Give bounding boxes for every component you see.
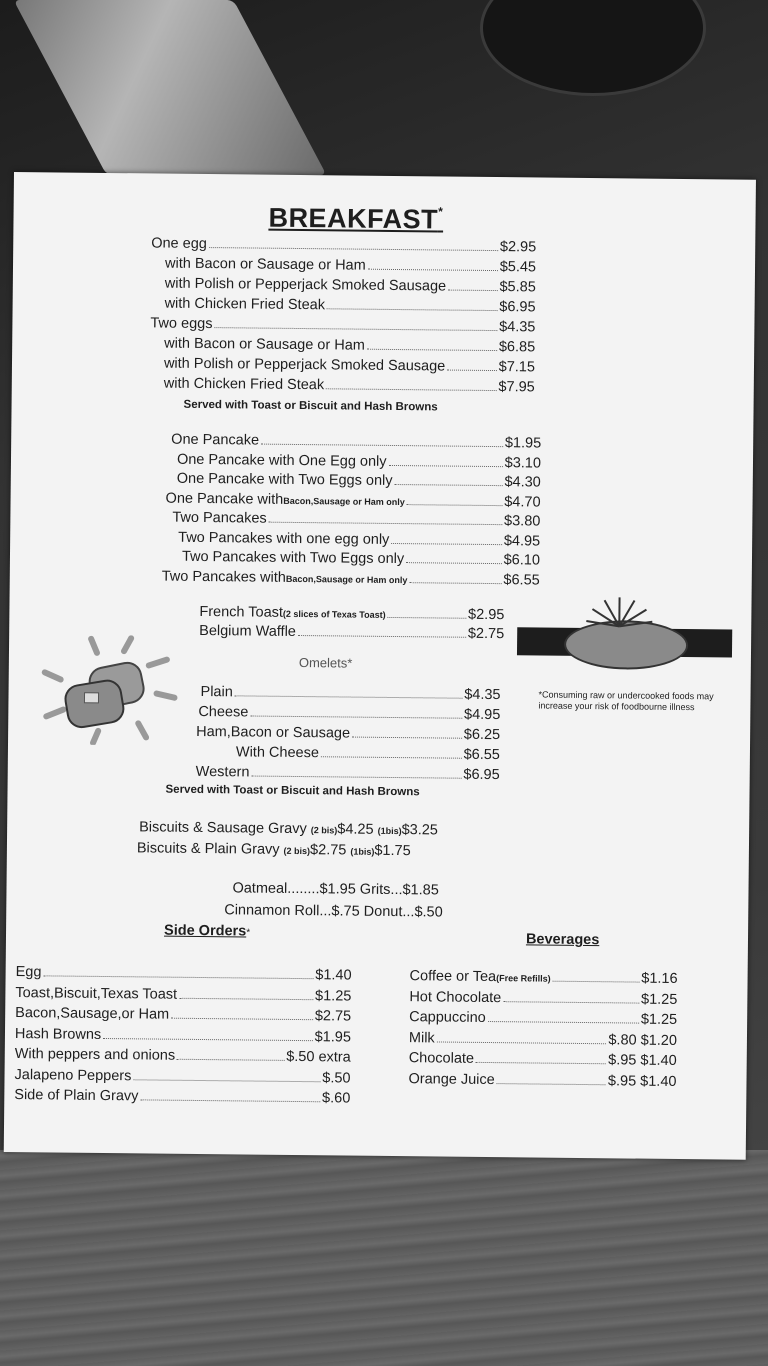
item-name: Two Pancakes <box>172 509 267 527</box>
item-price: $4.35 <box>464 686 501 704</box>
item-name: Belgium Waffle <box>199 622 297 640</box>
item-price: $2.75 <box>314 1008 352 1025</box>
item-name: Two Pancakes with <box>161 568 286 586</box>
dot-leader <box>133 1079 320 1082</box>
item-name: Ham,Bacon or Sausage <box>196 723 351 742</box>
egg-item <box>165 276 536 297</box>
item-name: Biscuits & Plain Gravy <box>136 840 284 858</box>
item-name: with Chicken Fried Steak <box>163 375 325 394</box>
dot-leader <box>179 997 313 999</box>
item-price: $4.35 <box>499 319 536 336</box>
egg-item <box>164 336 535 357</box>
dot-leader <box>321 756 462 758</box>
misc-line-2: Cinnamon Roll...$.75 Donut...$.50 <box>224 902 443 921</box>
item-name: Toast,Biscuit,Texas Toast <box>15 984 178 1003</box>
beverage-item <box>409 968 677 989</box>
item-price: $.50 extra <box>286 1048 351 1066</box>
item-price: $7.15 <box>498 359 536 376</box>
gravy-item <box>137 840 411 859</box>
dot-leader <box>250 716 462 719</box>
item-name: with Polish or Pepperjack Smoked Sausage <box>164 275 447 295</box>
egg-item <box>165 296 536 317</box>
item-name: One Pancake with <box>165 490 284 508</box>
toast-item <box>199 604 504 625</box>
side-order-item <box>16 964 352 985</box>
side-order-item <box>15 1005 351 1026</box>
toast-item <box>199 623 504 643</box>
pancake-item <box>172 510 540 531</box>
item-price: $1.25 <box>640 1011 678 1028</box>
item-price: $1.95 <box>314 1028 352 1046</box>
beverage-item <box>408 1071 676 1091</box>
dot-leader <box>553 981 640 983</box>
pancake-item <box>177 471 541 492</box>
item-price: $4.30 <box>504 474 541 491</box>
omelet-item <box>196 724 500 744</box>
omelets-heading: Omelets* <box>298 655 353 671</box>
item-price: $4.95 <box>463 706 501 724</box>
item-name: Biscuits & Sausage Gravy <box>139 819 311 838</box>
beverage-item <box>409 989 677 1009</box>
item-price: $6.25 <box>463 726 501 744</box>
dot-leader <box>140 1099 320 1102</box>
item-name: One Pancake with Two Eggs only <box>176 470 393 489</box>
item-price: $1.25 <box>315 987 352 1005</box>
toast-icon <box>38 634 179 745</box>
gravy-item <box>139 819 438 838</box>
item-name: French Toast <box>199 603 284 621</box>
egg-item <box>151 235 536 256</box>
portion-small: (1bis) <box>377 825 402 837</box>
item-name: with Bacon or Sausage or Ham <box>164 255 366 274</box>
portion-large: (2 bis) <box>283 845 311 857</box>
price-large: $2.75 <box>310 842 347 859</box>
pancake-item <box>182 549 540 570</box>
dot-leader <box>214 327 497 331</box>
egg-item <box>164 376 535 397</box>
dot-leader <box>235 695 462 698</box>
item-price: $6.10 <box>503 552 541 569</box>
item-price: $5.85 <box>499 279 536 296</box>
dot-leader <box>171 1018 313 1020</box>
dot-leader <box>391 542 502 544</box>
item-price: $3.80 <box>503 513 541 530</box>
omelet-item <box>200 684 500 704</box>
side-order-item <box>15 1046 351 1067</box>
item-price: $.50 <box>322 1069 351 1087</box>
dot-leader <box>488 1021 639 1024</box>
item-price: $.60 <box>321 1090 351 1107</box>
item-name: Bacon,Sausage,or Ham <box>15 1005 170 1023</box>
dot-leader <box>367 349 497 351</box>
item-price: $7.95 <box>498 379 535 396</box>
item-name: with Bacon or Sausage or Ham <box>164 335 365 354</box>
item-name: Two Pancakes with one egg only <box>178 529 390 548</box>
menu-title <box>268 203 443 236</box>
item-name: Egg <box>15 964 42 981</box>
item-name: One egg <box>151 235 207 253</box>
item-name: Cheese <box>198 703 249 721</box>
item-name: Two eggs <box>150 315 213 333</box>
side-order-item <box>14 1087 350 1108</box>
item-name: with Chicken Fried Steak <box>164 295 326 314</box>
price-small: $3.25 <box>401 822 439 839</box>
eggs-note: Served with Toast or Biscuit and Hash Browns <box>183 398 438 414</box>
item-detail: Bacon,Sausage or Ham only <box>285 573 408 585</box>
menu-paper <box>4 172 756 1160</box>
side-order-item <box>14 1067 350 1088</box>
dot-leader <box>389 464 503 466</box>
item-detail: Bacon,Sausage or Ham only <box>283 495 405 507</box>
item-name: Coffee or Tea <box>409 968 497 986</box>
dot-leader <box>261 444 503 448</box>
item-price: $6.95 <box>499 299 536 316</box>
item-name: Side of Plain Gravy <box>14 1087 139 1105</box>
omelet-item <box>196 764 500 784</box>
item-name: Western <box>195 763 250 781</box>
item-price: $1.40 <box>315 967 352 984</box>
item-detail: (Free Refills) <box>496 973 551 984</box>
item-name: One Pancake <box>171 431 260 449</box>
dot-leader <box>476 1062 606 1064</box>
dot-leader <box>269 522 502 525</box>
item-price: $.95 $1.40 <box>608 1052 677 1069</box>
item-price: $2.95 <box>468 606 505 624</box>
side-orders-heading: Side Orders <box>163 922 247 940</box>
pancake-item <box>178 529 540 550</box>
item-price: $2.95 <box>499 239 537 256</box>
beverage-item <box>409 1030 677 1050</box>
dot-leader <box>437 1041 607 1044</box>
dot-leader <box>503 1001 639 1003</box>
wood-table <box>0 1150 768 1366</box>
dot-leader <box>394 484 502 486</box>
pancake-item <box>165 490 540 512</box>
item-name: Jalapeno Peppers <box>14 1066 132 1084</box>
item-name: With peppers and onions <box>14 1046 176 1064</box>
item-detail: (2 slices of Texas Toast) <box>282 608 386 620</box>
dot-leader <box>43 975 313 979</box>
omelet-item <box>198 704 500 724</box>
dot-leader <box>497 1083 606 1085</box>
beverage-item <box>409 1009 677 1029</box>
dot-leader <box>251 776 461 779</box>
side-orders-title <box>164 922 250 941</box>
item-name: Cappuccino <box>409 1009 486 1026</box>
dot-leader <box>409 582 501 584</box>
dot-leader <box>368 269 498 271</box>
price-small: $1.75 <box>374 842 411 860</box>
egg-item <box>164 356 535 377</box>
item-price: $6.95 <box>463 766 500 784</box>
price-large: $4.25 <box>337 821 374 838</box>
item-price: $.80 $1.20 <box>608 1031 678 1049</box>
dot-leader <box>326 388 496 391</box>
item-price: $4.95 <box>503 532 541 550</box>
item-name: Orange Juice <box>408 1070 495 1088</box>
item-name: Chocolate <box>408 1050 475 1067</box>
dot-leader <box>407 504 502 506</box>
egg-item <box>165 256 536 277</box>
side-orders-asterisk: * <box>246 927 251 939</box>
item-price: $5.45 <box>499 259 537 276</box>
item-price: $6.55 <box>463 746 501 764</box>
title-text: BREAKFAST <box>268 202 439 235</box>
item-price: $.95 $1.40 <box>607 1072 677 1090</box>
pancake-item <box>162 568 540 590</box>
misc-line-1: Oatmeal........$1.95 Grits...$1.85 <box>232 880 439 899</box>
dot-leader <box>177 1059 284 1061</box>
omelet-item <box>236 744 500 764</box>
item-price: $2.75 <box>467 625 505 643</box>
dot-leader <box>447 370 496 372</box>
portion-large: (2 bis) <box>310 825 338 836</box>
item-price: $6.85 <box>498 339 536 356</box>
dot-leader <box>448 290 497 292</box>
item-price: $1.16 <box>641 970 678 987</box>
sunrise-icon <box>584 593 654 629</box>
item-name: With Cheese <box>235 744 320 762</box>
title-asterisk: * <box>438 204 444 219</box>
raw-food-disclaimer: *Consuming raw or undercooked foods may increase your risk of foodbourne illness <box>538 689 714 713</box>
dot-leader <box>406 562 502 564</box>
dot-leader <box>209 247 498 251</box>
item-price: $1.95 <box>504 435 542 452</box>
side-order-item <box>15 1026 351 1047</box>
dot-leader <box>388 617 466 619</box>
item-name: Plain <box>200 683 233 701</box>
dot-leader <box>298 635 466 638</box>
item-name: with Polish or Pepperjack Smoked Sausage <box>163 355 446 375</box>
item-name: Milk <box>408 1029 435 1046</box>
pancake-item <box>171 432 541 453</box>
item-price: $4.70 <box>504 493 541 511</box>
item-price: $3.10 <box>504 454 542 472</box>
dot-leader <box>103 1037 312 1040</box>
side-order-item <box>15 985 351 1006</box>
dot-leader <box>352 737 462 739</box>
item-price: $1.25 <box>640 991 678 1008</box>
item-name: One Pancake with One Egg only <box>176 451 387 470</box>
pancake-item <box>177 451 541 472</box>
item-name: Hash Browns <box>14 1025 102 1043</box>
item-name: Hot Chocolate <box>409 988 502 1006</box>
egg-item <box>150 315 535 336</box>
beverage-item <box>409 1050 677 1070</box>
item-name: Two Pancakes with Two Eggs only <box>181 548 405 568</box>
portion-small: (1bis) <box>350 846 375 857</box>
item-price: $6.55 <box>503 571 540 589</box>
beverages-heading: Beverages <box>525 931 600 949</box>
omelets-note: Served with Toast or Biscuit and Hash Browns <box>165 783 420 799</box>
dot-leader <box>327 308 497 311</box>
